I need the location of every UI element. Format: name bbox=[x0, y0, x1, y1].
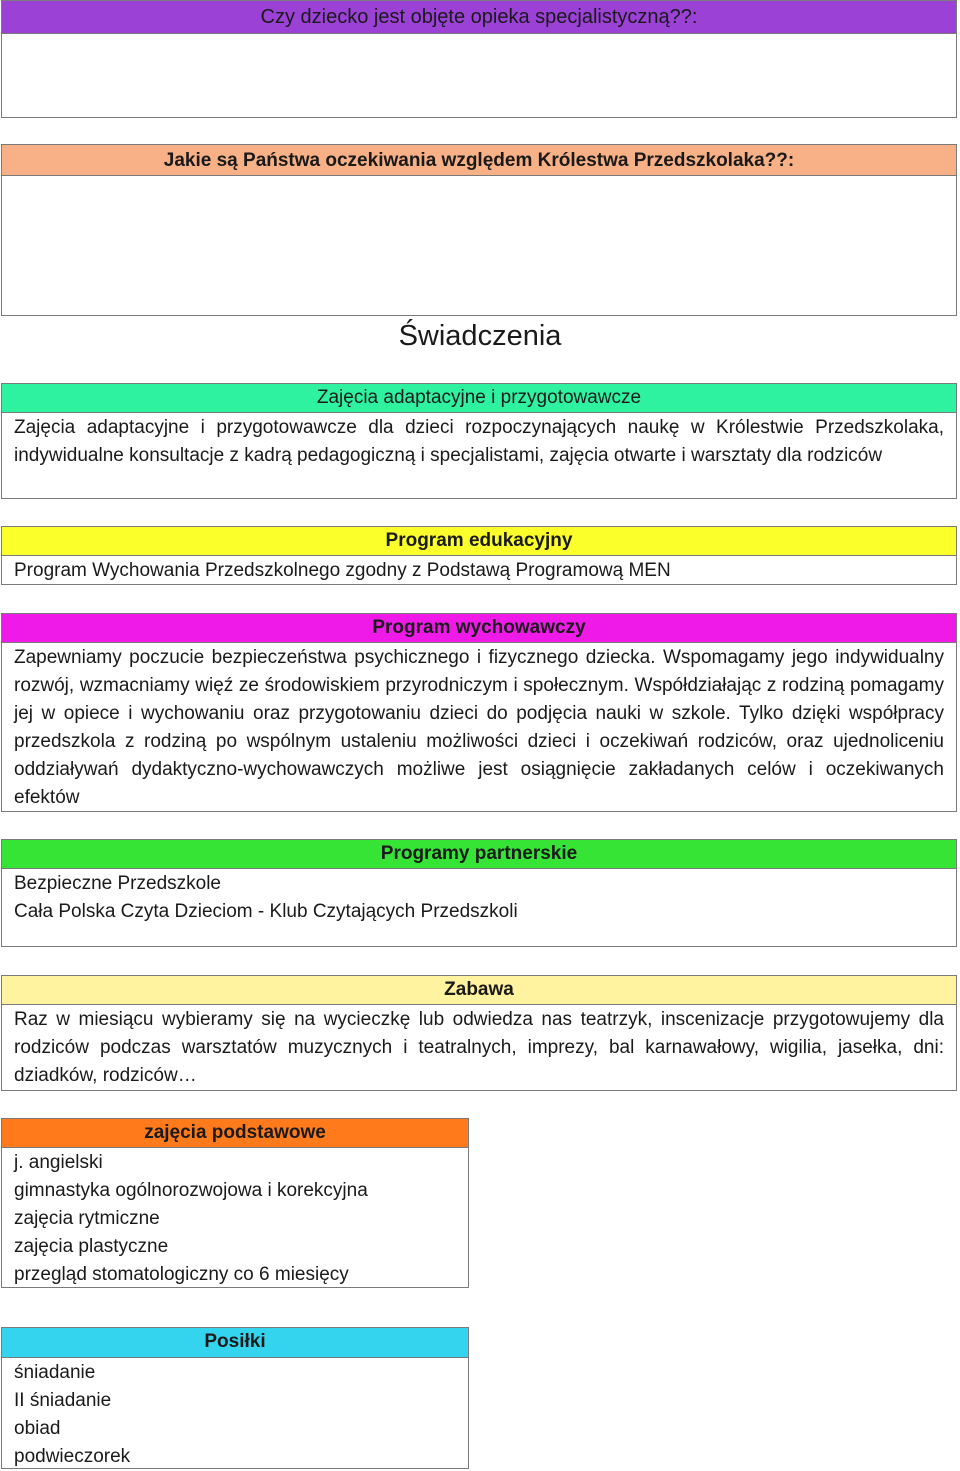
upbringing-header: Program wychowawczy bbox=[2, 614, 956, 643]
adaptation-section bbox=[1, 383, 957, 499]
meals-section bbox=[1, 1327, 469, 1469]
basic-class-item: gimnastyka ogólnorozwojowa i korekcyjna bbox=[14, 1180, 368, 1201]
adaptation-header: Zajęcia adaptacyjne i przygotowawcze bbox=[2, 384, 956, 413]
expectations-answer-field[interactable] bbox=[2, 176, 956, 315]
upbringing-section bbox=[1, 613, 957, 812]
fun-section bbox=[1, 975, 957, 1091]
basic-class-item: zajęcia plastyczne bbox=[14, 1236, 169, 1257]
partner-item: Bezpieczne Przedszkole bbox=[14, 873, 221, 894]
expectations-question-box bbox=[1, 144, 957, 316]
partners-section bbox=[1, 839, 957, 947]
specialist-care-question-label: Czy dziecko jest objęte opieka specjalistyczną??: bbox=[2, 1, 956, 34]
fun-header: Zabawa bbox=[2, 976, 956, 1005]
services-title: Świadczenia bbox=[398, 320, 562, 352]
basic-classes-header: zajęcia podstawowe bbox=[2, 1119, 468, 1148]
meal-item: podwieczorek bbox=[14, 1446, 131, 1467]
specialist-care-answer-field[interactable] bbox=[2, 34, 956, 117]
partner-item: Cała Polska Czyta Dzieciom - Klub Czytających Przedszkoli bbox=[14, 901, 518, 922]
basic-class-item: zajęcia rytmiczne bbox=[14, 1208, 160, 1229]
basic-class-item: j. angielski bbox=[14, 1152, 103, 1173]
specialist-care-question-box bbox=[1, 0, 957, 118]
meals-header: Posiłki bbox=[2, 1328, 468, 1358]
meal-item: śniadanie bbox=[14, 1362, 96, 1383]
education-section bbox=[1, 526, 957, 585]
meal-item: II śniadanie bbox=[14, 1390, 112, 1411]
upbringing-text: Zapewniamy poczucie bezpieczeństwa psychicznego i fizycznego dziecka. Wspomagamy jego indywidualny rozwój, wzmacniamy więź ze środowiskiem przyrodniczym i społecznym. Współdziałając z rodziną pomagamy jej w opiece i wychowaniu oraz przygotowaniu dzieci do podjęcia nauki w szkole. Tylko dzięki współpracy przedszkola z rodziną po wspólnym ustaleniu możliwości dzieci i oczekiwań rodziców, oraz ujednoliceniu oddziaływań dydaktyczno-wychowawczych możliwe jest osiągnięcie zakładanych celów i oczekiwanych efektów bbox=[14, 647, 944, 808]
basic-class-item: przegląd stomatologiczny co 6 miesięcy bbox=[14, 1264, 349, 1285]
meal-item: obiad bbox=[14, 1418, 61, 1439]
education-header: Program edukacyjny bbox=[2, 527, 956, 556]
fun-text: Raz w miesiącu wybieramy się na wycieczkę lub odwiedza nas teatrzyk, inscenizacje przygotowujemy dla rodziców podczas warsztatów muzycznych i teatralnych, imprezy, bal karnawałowy, wigilia, jasełka, dni: dziadków, rodziców… bbox=[14, 1009, 944, 1086]
adaptation-text: Zajęcia adaptacyjne i przygotowawcze dla dzieci rozpoczynających naukę w Królestwie Przedszkolaka, indywidualne konsultacje z kadrą pedagogiczną i specjalistami, zajęcia otwarte i warsztaty dla rodziców bbox=[14, 417, 944, 466]
partners-header: Programy partnerskie bbox=[2, 840, 956, 869]
education-text: Program Wychowania Przedszkolnego zgodny z Podstawą Programową MEN bbox=[14, 560, 671, 581]
basic-classes-section bbox=[1, 1118, 469, 1288]
expectations-question-label: Jakie są Państwa oczekiwania względem Królestwa Przedszkolaka??: bbox=[2, 145, 956, 176]
